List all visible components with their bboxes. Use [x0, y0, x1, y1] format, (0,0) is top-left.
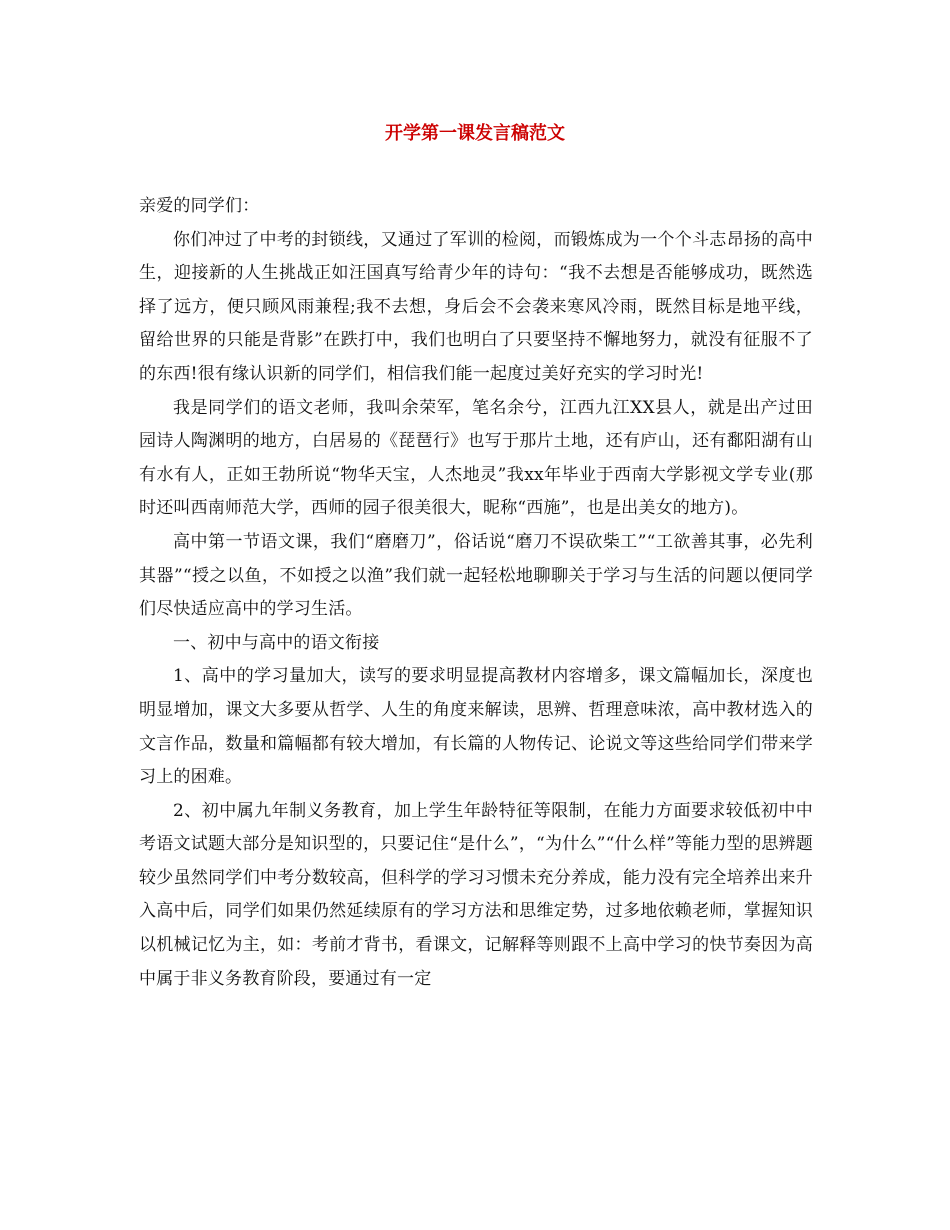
paragraph: 2、初中属九年制义务教育，加上学生年龄特征等限制，在能力方面要求较低初中中考语文试题大部分是知识型的，只要记住“是什么”，“为什么”“什么样”等能力型的思辨题较少虽然同学们中考分数较高，但科学的学习习惯未充分养成，能力没有完全培养出来升入高中后，同学们如果仍然延续原有的学习方法和思维定势，过多地依赖老师，掌握知识以机械记忆为主，如：考前才背书，看课文，记解释等则跟不上高中学习的快节奏因为高中属于非义务教育阶段，要通过有一定	[139, 800, 813, 989]
paragraph: 高中第一节语文课，我们“磨磨刀”，俗话说“磨刀不误砍柴工”“工欲善其事，必先利其器”“授之以鱼，不如授之以渔”我们就一起轻松地聊聊关于学习与生活的问题以便同学们尽快适应高中的学习生活。	[139, 531, 813, 620]
paragraph: 我是同学们的语文老师，我叫余荣军，笔名余兮，江西九江XX县人，就是出产过田园诗人陶渊明的地方，白居易的《琵琶行》也写于那片土地，还有庐山，还有鄱阳湖有山有水有人，正如王勃所说“物华天宝，人杰地灵”我xx年毕业于西南大学影视文学专业(那时还叫西南师范大学，西师的园子很美很大，昵称“西施”，也是出美女的地方)。	[139, 397, 813, 519]
document-body	[139, 190, 813, 996]
paragraph: 你们冲过了中考的封锁线，又通过了军训的检阅，而锻炼成为一个个斗志昂扬的高中生，迎接新的人生挑战正如汪国真写给青少年的诗句：“我不去想是否能够成功，既然选择了远方，便只顾风雨兼程;我不去想，身后会不会袭来寒风冷雨，既然目标是地平线，留给世界的只能是背影”在跌打中，我们也明白了只要坚持不懈地努力，就没有征服不了的东西!很有缘认识新的同学们，相信我们能一起度过美好充实的学习时光!	[139, 229, 813, 384]
greeting: 亲爱的同学们：	[139, 196, 260, 216]
section-heading: 一、初中与高中的语文衔接	[173, 632, 380, 653]
paragraph: 1、高中的学习量加大，读写的要求明显提高教材内容增多，课文篇幅加长，深度也明显增加，课文大多要从哲学、人生的角度来解读，思辨、哲理意味浓，高中教材选入的文言作品，数量和篇幅都有较大增加，有长篇的人物传记、论说文等这些给同学们带来学习上的困难。	[139, 666, 813, 788]
document-title: 开学第一课发言稿范文	[385, 123, 565, 144]
